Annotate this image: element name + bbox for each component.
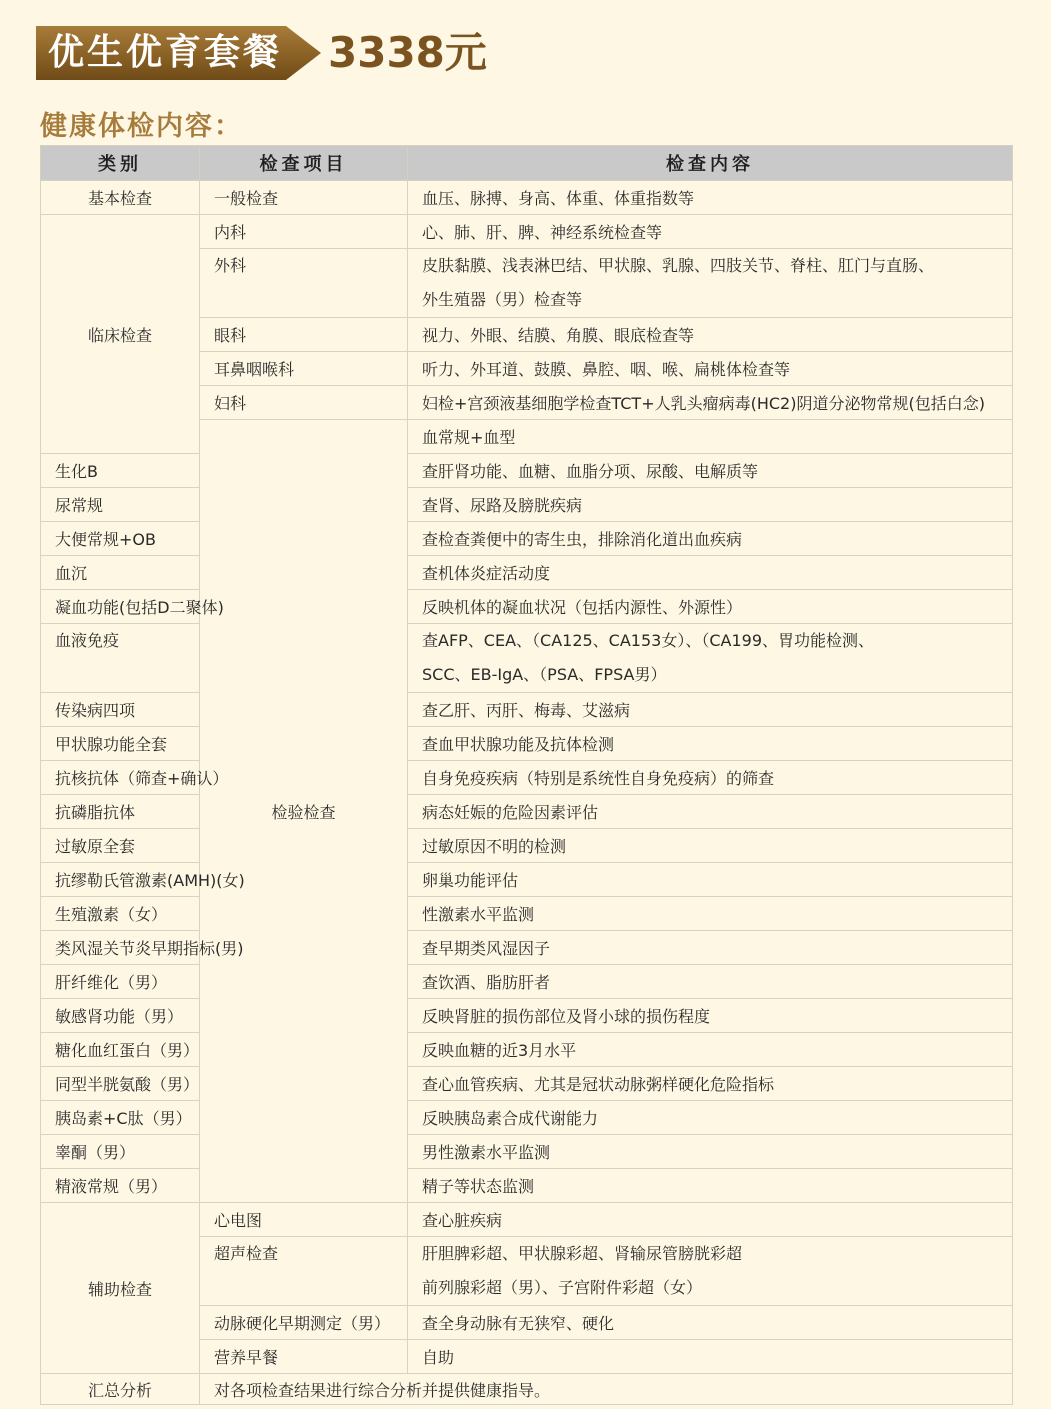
table-row xyxy=(41,761,1013,795)
category-clinical: 临床检查 xyxy=(41,215,200,454)
exam-item: 大便常规+OB xyxy=(41,522,200,556)
exam-content: 查肝肾功能、血糖、血脂分项、尿酸、电解质等 xyxy=(408,454,1013,488)
table-row xyxy=(41,1033,1013,1067)
table-row xyxy=(41,965,1013,999)
exam-item: 血常规+血型 xyxy=(408,420,1013,454)
exam-content: 查心脏疾病 xyxy=(408,1203,1013,1237)
package-price: 3338元 xyxy=(328,28,487,77)
table-row xyxy=(41,556,1013,590)
exam-content-line: 前列腺彩超（男）、子宫附件彩超（女） xyxy=(422,1278,703,1297)
table-row xyxy=(41,454,1013,488)
category-summary: 汇总分析 xyxy=(41,1374,200,1405)
category-lab: 检验检查 xyxy=(200,420,408,1203)
exam-item: 传染病四项 xyxy=(41,693,200,727)
exam-item: 睾酮（男） xyxy=(41,1135,200,1169)
exam-content: 查心血管疾病、尤其是冠状动脉粥样硬化危险指标 xyxy=(408,1067,1013,1101)
exam-item: 血沉 xyxy=(41,556,200,590)
exam-content-line: 查AFP、CEA、（CA125、CA153女）、（CA199、胃功能检测、 xyxy=(422,631,874,650)
exam-content: 性激素水平监测 xyxy=(408,897,1013,931)
exam-content: 妇检+宫颈液基细胞学检查TCT+人乳头瘤病毒(HC2)阴道分泌物常规(包括白念) xyxy=(408,386,1013,420)
exam-item: 抗磷脂抗体 xyxy=(41,795,200,829)
table-row xyxy=(41,624,1013,693)
exam-item: 动脉硬化早期测定（男） xyxy=(200,1306,408,1340)
exam-content: 反映机体的凝血状况（包括内源性、外源性） xyxy=(408,590,1013,624)
exam-content: 查乙肝、丙肝、梅毒、艾滋病 xyxy=(408,693,1013,727)
table-row xyxy=(41,693,1013,727)
table-row xyxy=(41,1135,1013,1169)
exam-item: 凝血功能(包括D二聚体) xyxy=(41,590,200,624)
exam-item: 甲状腺功能全套 xyxy=(41,727,200,761)
table-row xyxy=(41,1374,1013,1405)
exam-content-line: 外生殖器（男）检查等 xyxy=(422,290,583,309)
exam-item: 同型半胱氨酸（男） xyxy=(41,1067,200,1101)
table-row xyxy=(41,522,1013,556)
exam-item: 糖化血红蛋白（男） xyxy=(41,1033,200,1067)
exam-item: 耳鼻咽喉科 xyxy=(200,352,408,386)
exam-content-line: SCC、EB-IgA、（PSA、FPSA男） xyxy=(422,665,667,684)
exam-content: 查全身动脉有无狭窄、硬化 xyxy=(408,1306,1013,1340)
section-subtitle: 健康体检内容： xyxy=(40,111,243,142)
exam-item: 生殖激素（女） xyxy=(41,897,200,931)
exam-item: 敏感肾功能（男） xyxy=(41,999,200,1033)
table-row xyxy=(41,727,1013,761)
exam-content xyxy=(408,1237,1013,1306)
table-row xyxy=(41,795,1013,829)
exam-content: 查机体炎症活动度 xyxy=(408,556,1013,590)
exam-item: 一般检查 xyxy=(200,181,408,215)
category-basic: 基本检查 xyxy=(41,181,200,215)
exam-content: 心、肺、肝、脾、神经系统检查等 xyxy=(408,215,1013,249)
table-row xyxy=(41,181,1013,215)
exam-item: 血液免疫 xyxy=(41,624,200,693)
exam-item: 营养早餐 xyxy=(200,1340,408,1374)
table-row xyxy=(41,590,1013,624)
table-header-row xyxy=(41,146,1013,181)
column-header-category: 类别 xyxy=(41,146,200,181)
exam-content: 卵巢功能评估 xyxy=(408,863,1013,897)
exam-content: 查饮酒、脂肪肝者 xyxy=(408,965,1013,999)
exam-content: 血压、脉搏、身高、体重、体重指数等 xyxy=(408,181,1013,215)
exam-content: 精子等状态监测 xyxy=(408,1169,1013,1203)
exam-content: 反映胰岛素合成代谢能力 xyxy=(408,1101,1013,1135)
exam-item: 妇科 xyxy=(200,386,408,420)
table-row xyxy=(41,1203,1013,1237)
exam-content: 查血甲状腺功能及抗体检测 xyxy=(408,727,1013,761)
exam-content: 听力、外耳道、鼓膜、鼻腔、咽、喉、扁桃体检查等 xyxy=(408,352,1013,386)
exam-item: 精液常规（男） xyxy=(41,1169,200,1203)
exam-item: 心电图 xyxy=(200,1203,408,1237)
exam-content: 过敏原因不明的检测 xyxy=(408,829,1013,863)
exam-item: 内科 xyxy=(200,215,408,249)
exam-table xyxy=(40,145,1013,1405)
exam-content xyxy=(408,249,1013,318)
exam-item: 抗缪勒氏管激素(AMH)(女) xyxy=(41,863,200,897)
exam-item: 生化B xyxy=(41,454,200,488)
exam-content: 查检查粪便中的寄生虫，排除消化道出血疾病 xyxy=(408,522,1013,556)
exam-content: 视力、外眼、结膜、角膜、眼底检查等 xyxy=(408,318,1013,352)
table-row xyxy=(41,999,1013,1033)
category-aux: 辅助检查 xyxy=(41,1203,200,1374)
exam-content: 反映血糖的近3月水平 xyxy=(408,1033,1013,1067)
package-title: 优生优育套餐 xyxy=(48,32,283,73)
exam-item: 尿常规 xyxy=(41,488,200,522)
exam-item: 过敏原全套 xyxy=(41,829,200,863)
table-row xyxy=(41,1101,1013,1135)
exam-content: 病态妊娠的危险因素评估 xyxy=(408,795,1013,829)
exam-content: 自助 xyxy=(408,1340,1013,1374)
exam-item: 胰岛素+C肽（男） xyxy=(41,1101,200,1135)
table-row xyxy=(41,863,1013,897)
table-row xyxy=(41,488,1013,522)
table-row xyxy=(41,829,1013,863)
column-header-item: 检查项目 xyxy=(200,146,408,181)
table-row xyxy=(41,931,1013,965)
exam-item: 眼科 xyxy=(200,318,408,352)
exam-content: 查早期类风湿因子 xyxy=(408,931,1013,965)
exam-content: 查肾、尿路及膀胱疾病 xyxy=(408,488,1013,522)
exam-item: 超声检查 xyxy=(200,1237,408,1306)
package-banner xyxy=(36,26,321,80)
table-row xyxy=(41,215,1013,249)
exam-content xyxy=(408,624,1013,693)
exam-content: 自身免疫疾病（特别是系统性自身免疫病）的筛查 xyxy=(408,761,1013,795)
table-row xyxy=(41,1169,1013,1203)
exam-content: 反映肾脏的损伤部位及肾小球的损伤程度 xyxy=(408,999,1013,1033)
summary-text: 对各项检查结果进行综合分析并提供健康指导。 xyxy=(200,1374,1013,1405)
column-header-content: 检查内容 xyxy=(408,146,1013,181)
table-row xyxy=(41,897,1013,931)
exam-content-line: 肝胆脾彩超、甲状腺彩超、肾输尿管膀胱彩超 xyxy=(422,1244,743,1263)
exam-item: 类风湿关节炎早期指标(男) xyxy=(41,931,200,965)
exam-item: 肝纤维化（男） xyxy=(41,965,200,999)
exam-item: 抗核抗体（筛查+确认） xyxy=(41,761,200,795)
exam-item: 外科 xyxy=(200,249,408,318)
table-row xyxy=(41,1067,1013,1101)
exam-content: 男性激素水平监测 xyxy=(408,1135,1013,1169)
exam-content-line: 皮肤黏膜、浅表淋巴结、甲状腺、乳腺、四肢关节、脊柱、肛门与直肠、 xyxy=(422,256,935,275)
